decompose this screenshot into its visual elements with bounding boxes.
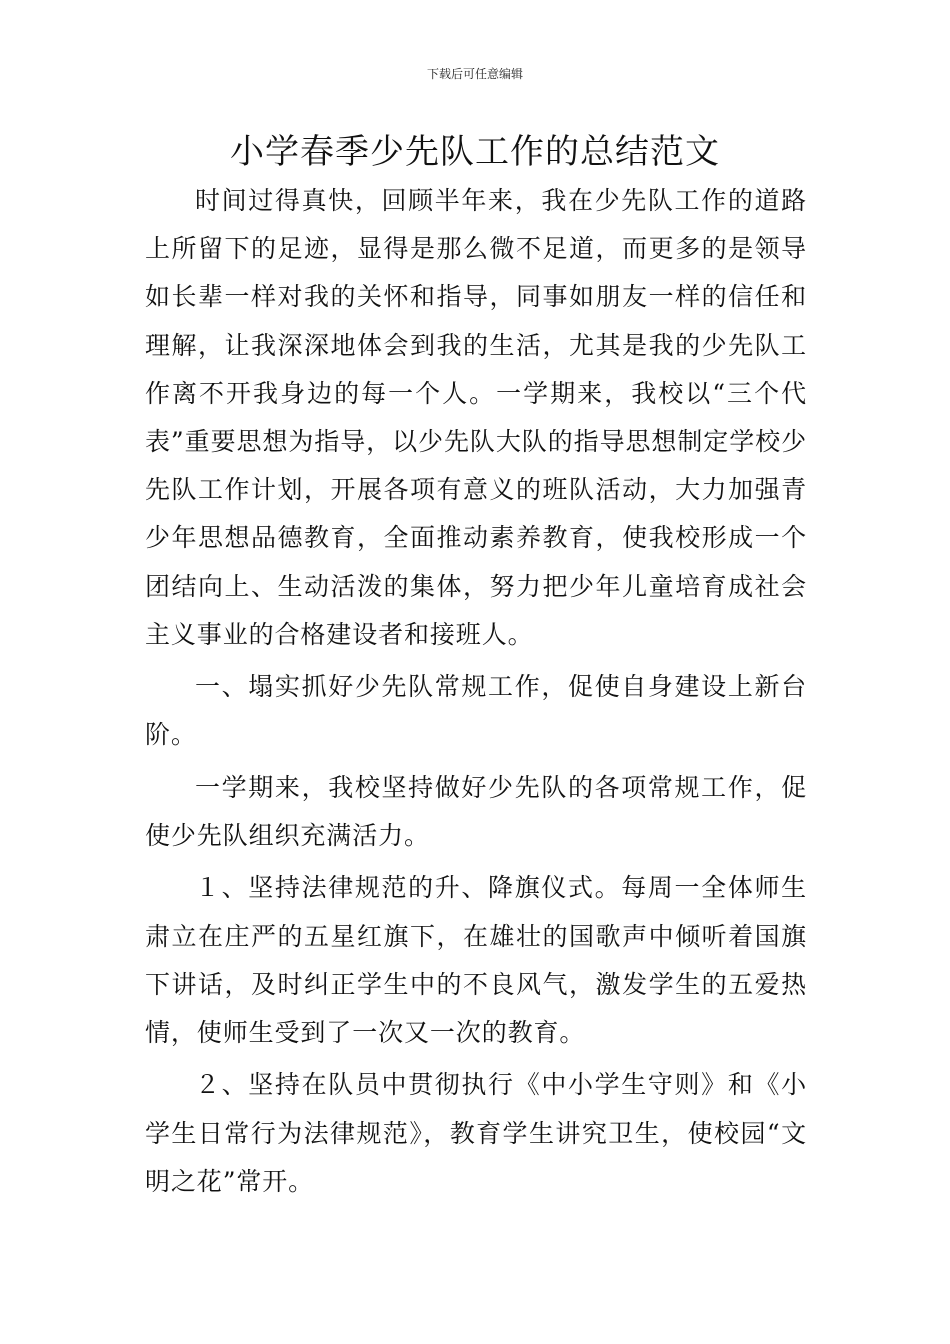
paragraph-intro: 时间过得真快，回顾半年来，我在少先队工作的道路上所留下的足迹，显得是那么微不足道，而更多的是领导如长辈一样对我的关怀和指导，同事如朋友一样的信任和理解，让我深深地体会到我的生活，尤其是我的少先队工作离不开我身边的每一个人。一学期来，我校以“三个代表”重要思想为指导，以少先队大队的指导思想制定学校少先队工作计划，开展各项有意义的班队活动，大力加强青少年思想品德教育，全面推动素养教育，使我校形成一个团结向上、生动活泼的集体，努力把少年儿童培育成社会主义事业的合格建设者和接班人。 [145, 186, 807, 649]
page-header-note: 下载后可任意编辑 [426, 67, 523, 81]
paragraph-item-1: １、坚持法律规范的升、降旗仪式。每周一全体师生肃立在庄严的五星红旗下，在雄壮的国歌声中倾听着国旗下讲话，及时纠正学生中的不良风气，激发学生的五爱热情，使师生受到了一次又一次的教育。 [145, 873, 807, 1048]
document-body [145, 177, 807, 1210]
paragraph-item-2: ２、坚持在队员中贯彻执行《中小学生守则》和《小学生日常行为法律规范》，教育学生讲究卫生，使校园“文明之花”常开。 [145, 1070, 807, 1196]
paragraph-section-summary: 一学期来，我校坚持做好少先队的各项常规工作，促使少先队组织充满活力。 [145, 772, 807, 851]
paragraph-section-heading-1: 一、塌实抓好少先队常规工作，促使自身建设上新台阶。 [145, 672, 807, 750]
document-title: 小学春季少先队工作的总结范文 [230, 132, 720, 172]
